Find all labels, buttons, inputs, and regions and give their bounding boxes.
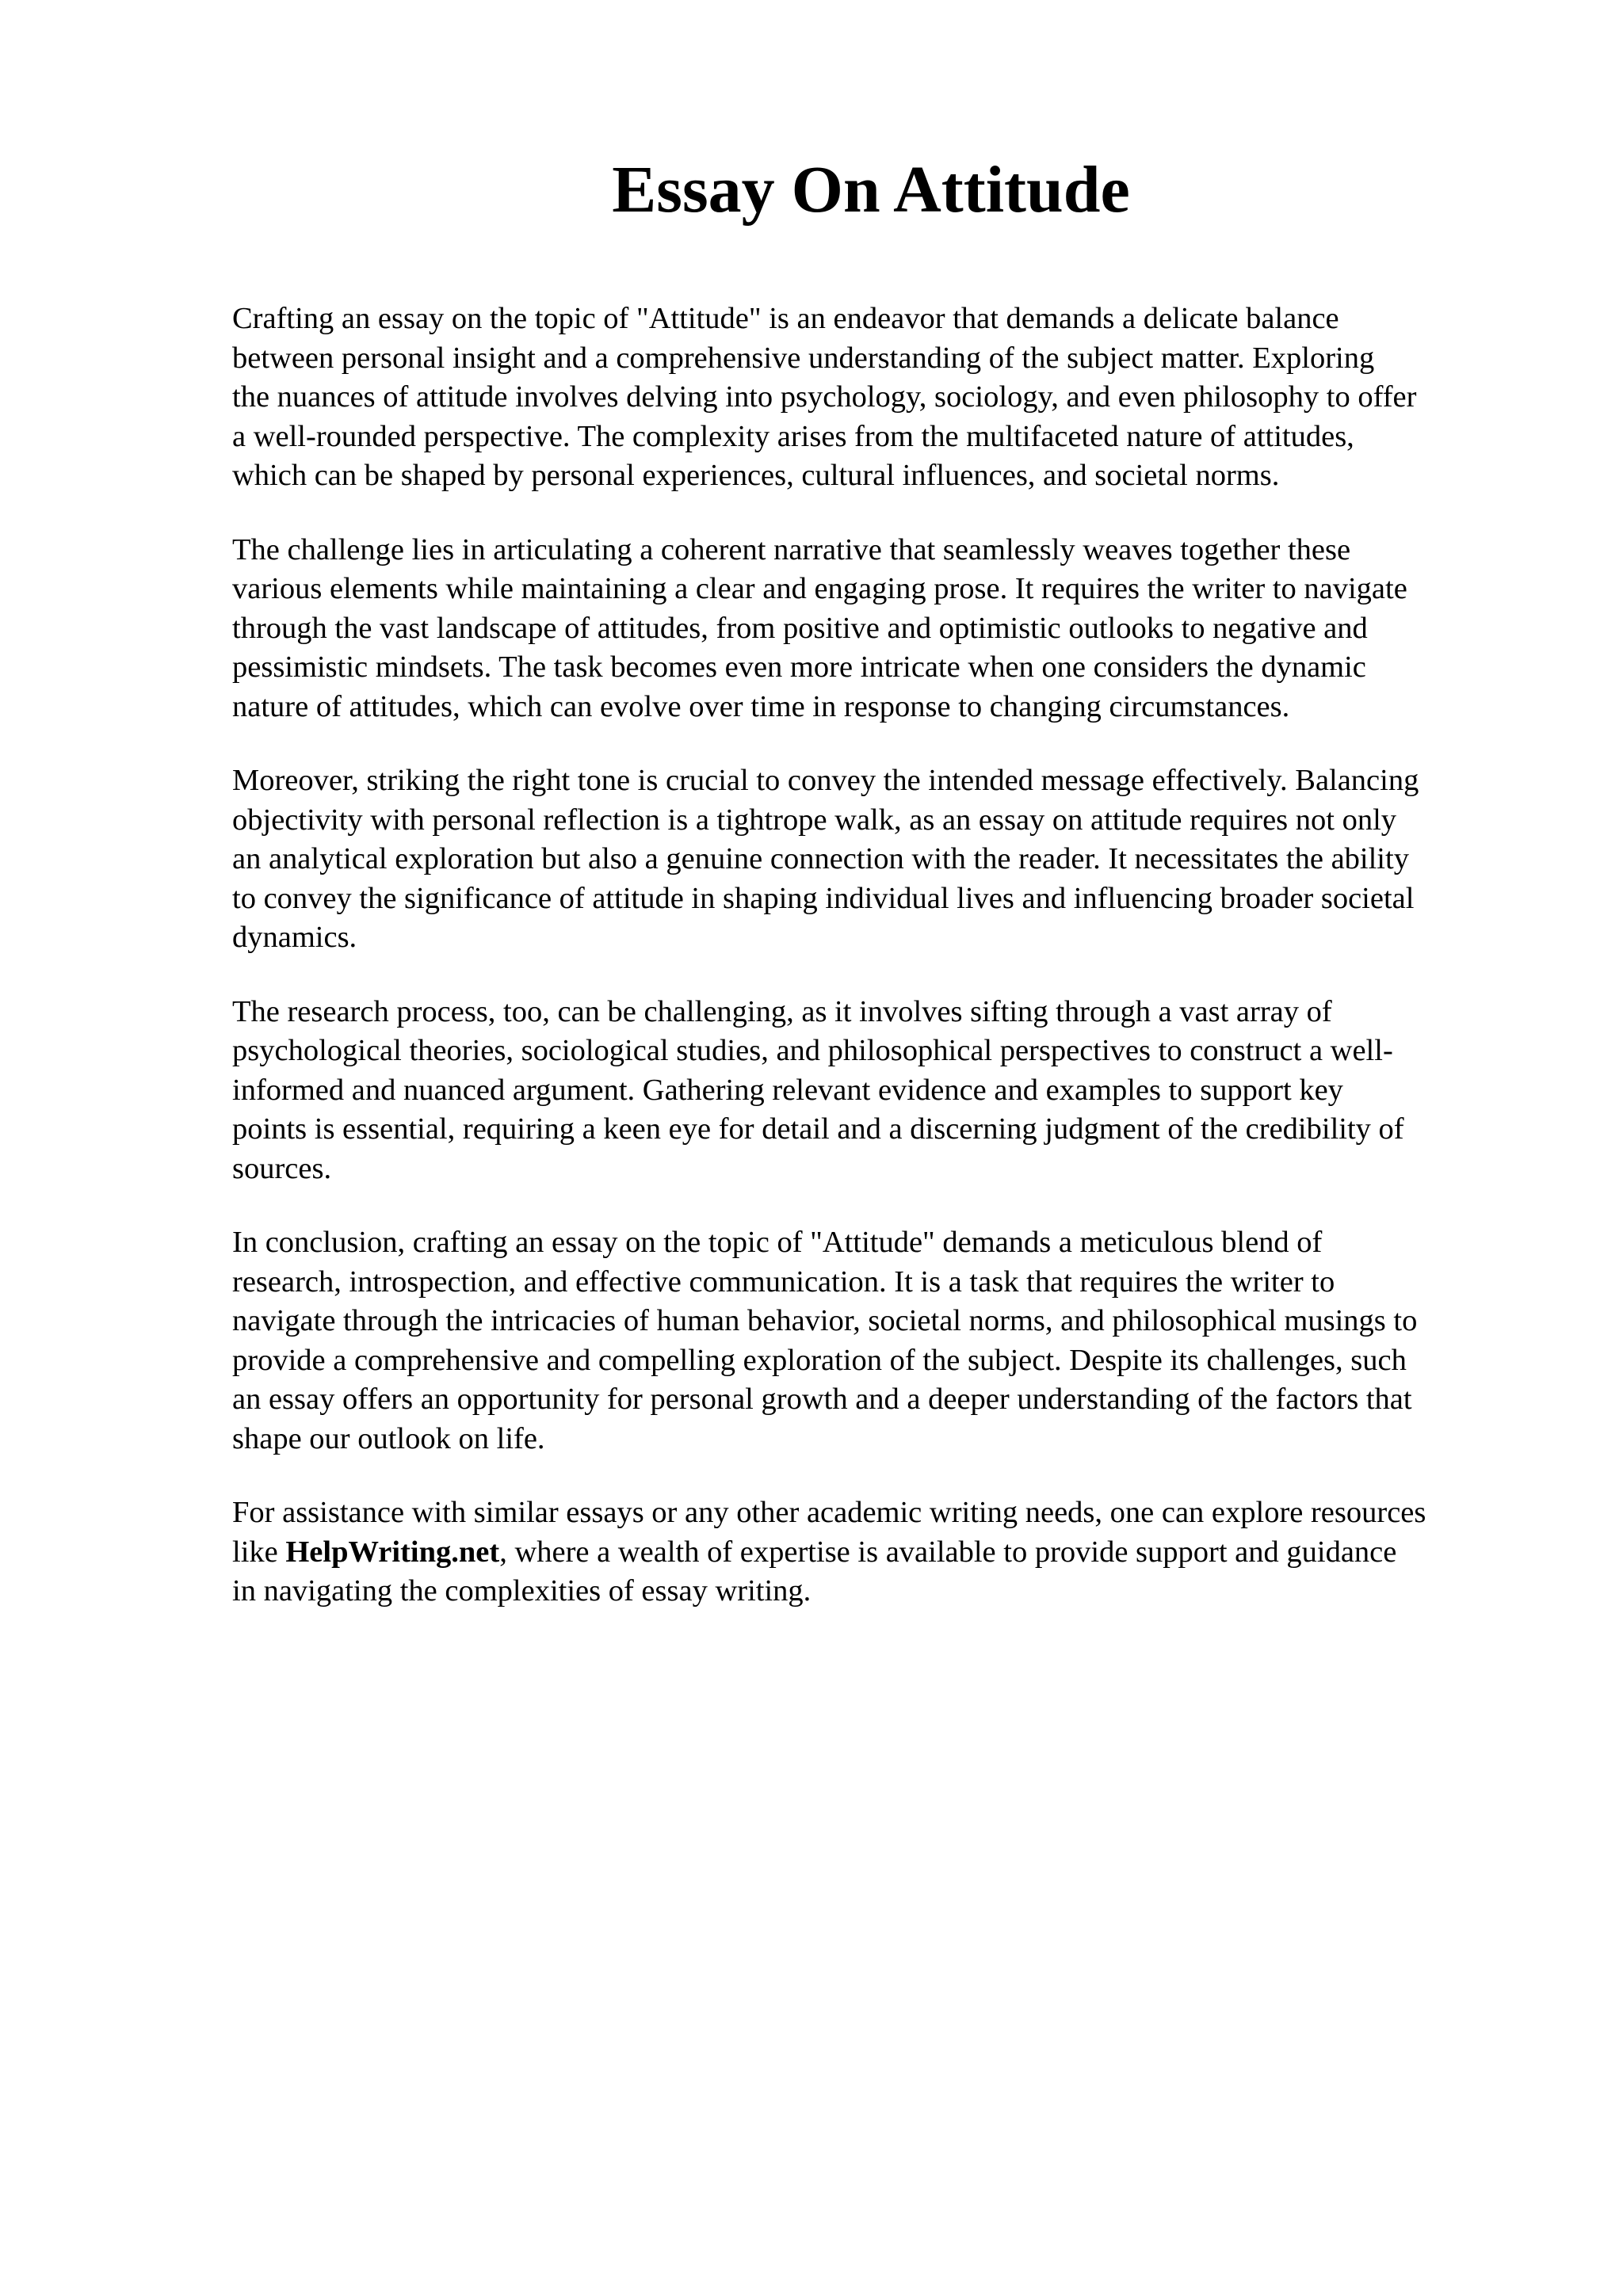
text-line: between personal insight and a comprehensive understanding of the subject matter. Exploring [232, 341, 1375, 375]
text-line: For assistance with similar essays or any other academic writing needs, one can explore resources [232, 1496, 1426, 1529]
text-fragment: like [232, 1535, 286, 1569]
text-line: an essay offers an opportunity for personal growth and a deeper understanding of the factors that [232, 1383, 1412, 1416]
text-line: through the vast landscape of attitudes, from positive and optimistic outlooks to negative and [232, 611, 1368, 645]
text-line [232, 1533, 1532, 1573]
text-line: in navigating the complexities of essay writing. [232, 1574, 812, 1608]
text-line: The challenge lies in articulating a coherent narrative that seamlessly weaves together these [232, 532, 1351, 566]
helpwriting-link[interactable]: HelpWriting.net [285, 1535, 500, 1569]
text-line: points is essential, requiring a keen eye for detail and a discerning judgment of the credibility of [232, 1112, 1404, 1146]
text-line: which can be shaped by personal experiences, cultural influences, and societal norms. [232, 459, 1280, 492]
text-line: navigate through the intricacies of human behavior, societal norms, and philosophical musings to [232, 1304, 1418, 1337]
paragraph-4 [232, 993, 1532, 1189]
text-line: the nuances of attitude involves delving into psychology, sociology, and even philosophy to offer [232, 380, 1417, 414]
text-line: provide a comprehensive and compelling exploration of the subject. Despite its challenges, such [232, 1343, 1407, 1377]
paragraph-1 [232, 299, 1532, 496]
text-line: informed and nuanced argument. Gathering relevant evidence and examples to support key [232, 1073, 1343, 1107]
text-line: Moreover, striking the right tone is crucial to convey the intended message effectively. Balancing [232, 764, 1419, 797]
paragraph-2 [232, 531, 1532, 727]
text-line: various elements while maintaining a clear and engaging prose. It requires the writer to navigate [232, 572, 1407, 605]
text-line: a well-rounded perspective. The complexity arises from the multifaceted nature of attitudes, [232, 419, 1354, 453]
paragraph-6 [232, 1493, 1532, 1611]
text-fragment: , where a wealth of expertise is available to provide support and guidance [499, 1535, 1397, 1569]
text-line: to convey the significance of attitude in shaping individual lives and influencing broader societal [232, 881, 1415, 915]
text-line: research, introspection, and effective communication. It is a task that requires the writer to [232, 1264, 1335, 1299]
text-line: Crafting an essay on the topic of "Attitude" is an endeavor that demands a delicate balance [232, 302, 1339, 335]
text-line: an analytical exploration but also a genuine connection with the reader. It necessitates the ability [232, 842, 1409, 875]
text-line: sources. [232, 1151, 332, 1185]
text-line: objectivity with personal reflection is a tightrope walk, as an essay on attitude requires not only [232, 803, 1397, 837]
text-line: The research process, too, can be challenging, as it involves sifting through a vast array of [232, 994, 1332, 1028]
text-line: nature of attitudes, which can evolve over time in response to changing circumstances. [232, 689, 1290, 723]
text-line: In conclusion, crafting an essay on the topic of "Attitude" demands a meticulous blend of [232, 1226, 1323, 1259]
document-title: Essay On Attitude [612, 153, 1130, 227]
text-line: dynamics. [232, 921, 357, 954]
essay-body [232, 299, 1532, 1646]
text-line: psychological theories, sociological studies, and philosophical perspectives to construct a well- [232, 1034, 1393, 1067]
paragraph-5 [232, 1223, 1532, 1459]
text-line: shape our outlook on life. [232, 1421, 545, 1455]
paragraph-3 [232, 761, 1532, 958]
text-line: pessimistic mindsets. The task becomes even more intricate when one considers the dynamic [232, 650, 1366, 684]
